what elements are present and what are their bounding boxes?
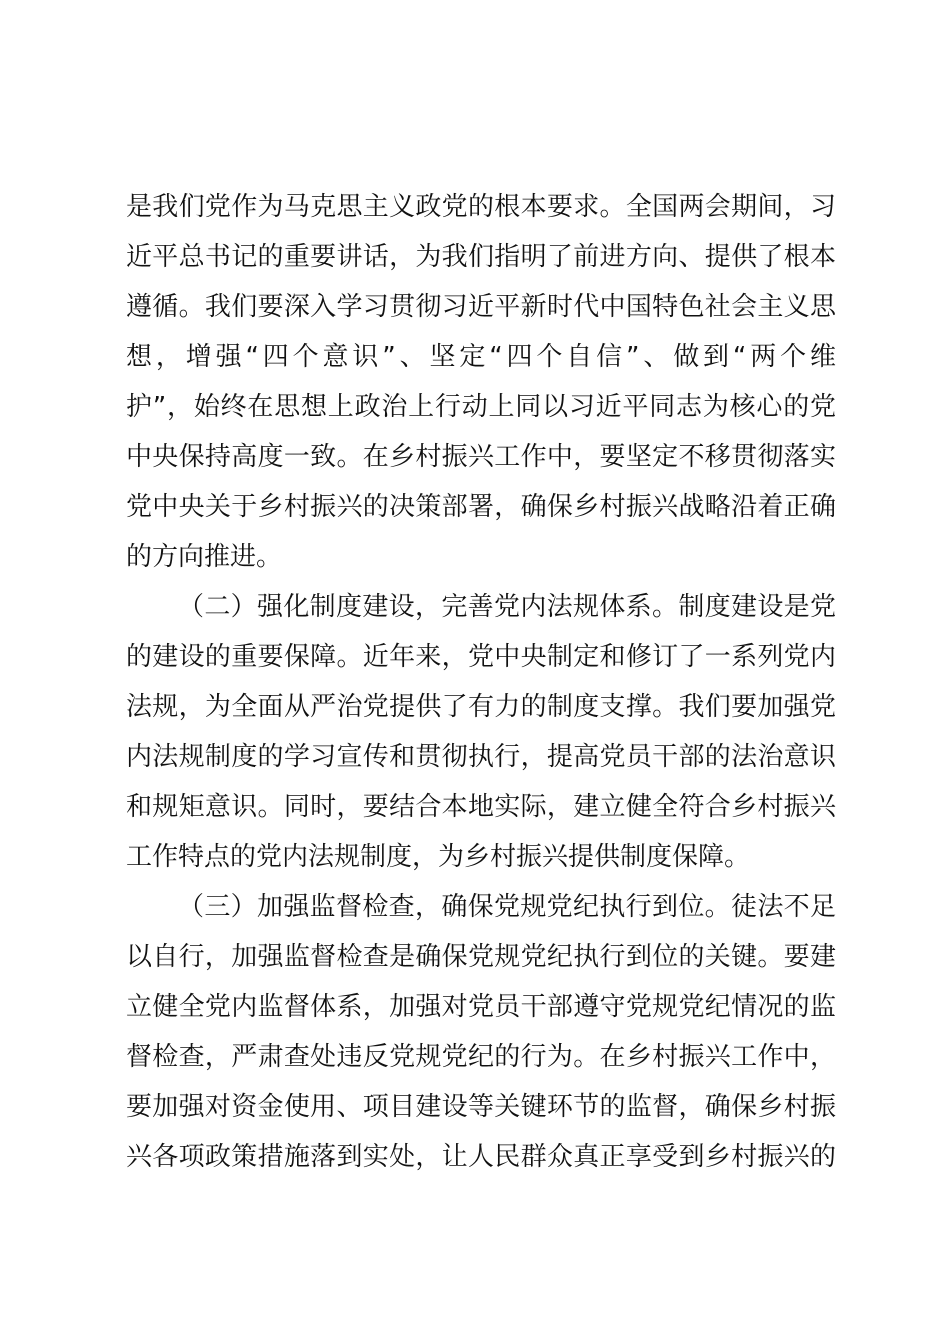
text-line: 以自行，加强监督检查是确保党规党纪执行到位的关键。要建 bbox=[126, 942, 836, 972]
text-line: 党中央关于乡村振兴的决策部署，确保乡村振兴战略沿着正确 bbox=[126, 492, 836, 522]
text-line: 想，增强“四个意识”、坚定“四个自信”、做到“两个维 bbox=[126, 342, 836, 372]
text-line: 立健全党内监督体系，加强对党员干部遵守党规党纪情况的监 bbox=[126, 992, 836, 1022]
text-line: 兴各项政策措施落到实处，让人民群众真正享受到乡村振兴的 bbox=[126, 1142, 836, 1172]
section-heading-line: （二）强化制度建设，完善党内法规体系。制度建设是党 bbox=[178, 592, 836, 622]
section-heading-line: （三）加强监督检查，确保党规党纪执行到位。徒法不足 bbox=[178, 892, 836, 922]
text-line: 近平总书记的重要讲话，为我们指明了前进方向、提供了根本 bbox=[126, 242, 836, 272]
text-line: 护”，始终在思想上政治上行动上同以习近平同志为核心的党 bbox=[126, 392, 836, 422]
text-line: 遵循。我们要深入学习贯彻习近平新时代中国特色社会主义思 bbox=[126, 292, 836, 322]
text-line: 要加强对资金使用、项目建设等关键环节的监督，确保乡村振 bbox=[126, 1092, 836, 1122]
text-line: 是我们党作为马克思主义政党的根本要求。全国两会期间，习 bbox=[126, 192, 836, 222]
text-line: 内法规制度的学习宣传和贯彻执行，提高党员干部的法治意识 bbox=[126, 742, 836, 772]
text-line: 督检查，严肃查处违反党规党纪的行为。在乡村振兴工作中， bbox=[126, 1042, 836, 1072]
text-line: 法规，为全面从严治党提供了有力的制度支撑。我们要加强党 bbox=[126, 692, 836, 722]
text-line: 工作特点的党内法规制度，为乡村振兴提供制度保障。 bbox=[126, 842, 751, 872]
text-line: 的方向推进。 bbox=[126, 542, 283, 572]
body-text bbox=[126, 182, 836, 1182]
text-line: 的建设的重要保障。近年来，党中央制定和修订了一系列党内 bbox=[126, 642, 836, 672]
text-line: 中央保持高度一致。在乡村振兴工作中，要坚定不移贯彻落实 bbox=[126, 442, 836, 472]
text-line: 和规矩意识。同时，要结合本地实际，建立健全符合乡村振兴 bbox=[126, 792, 836, 822]
